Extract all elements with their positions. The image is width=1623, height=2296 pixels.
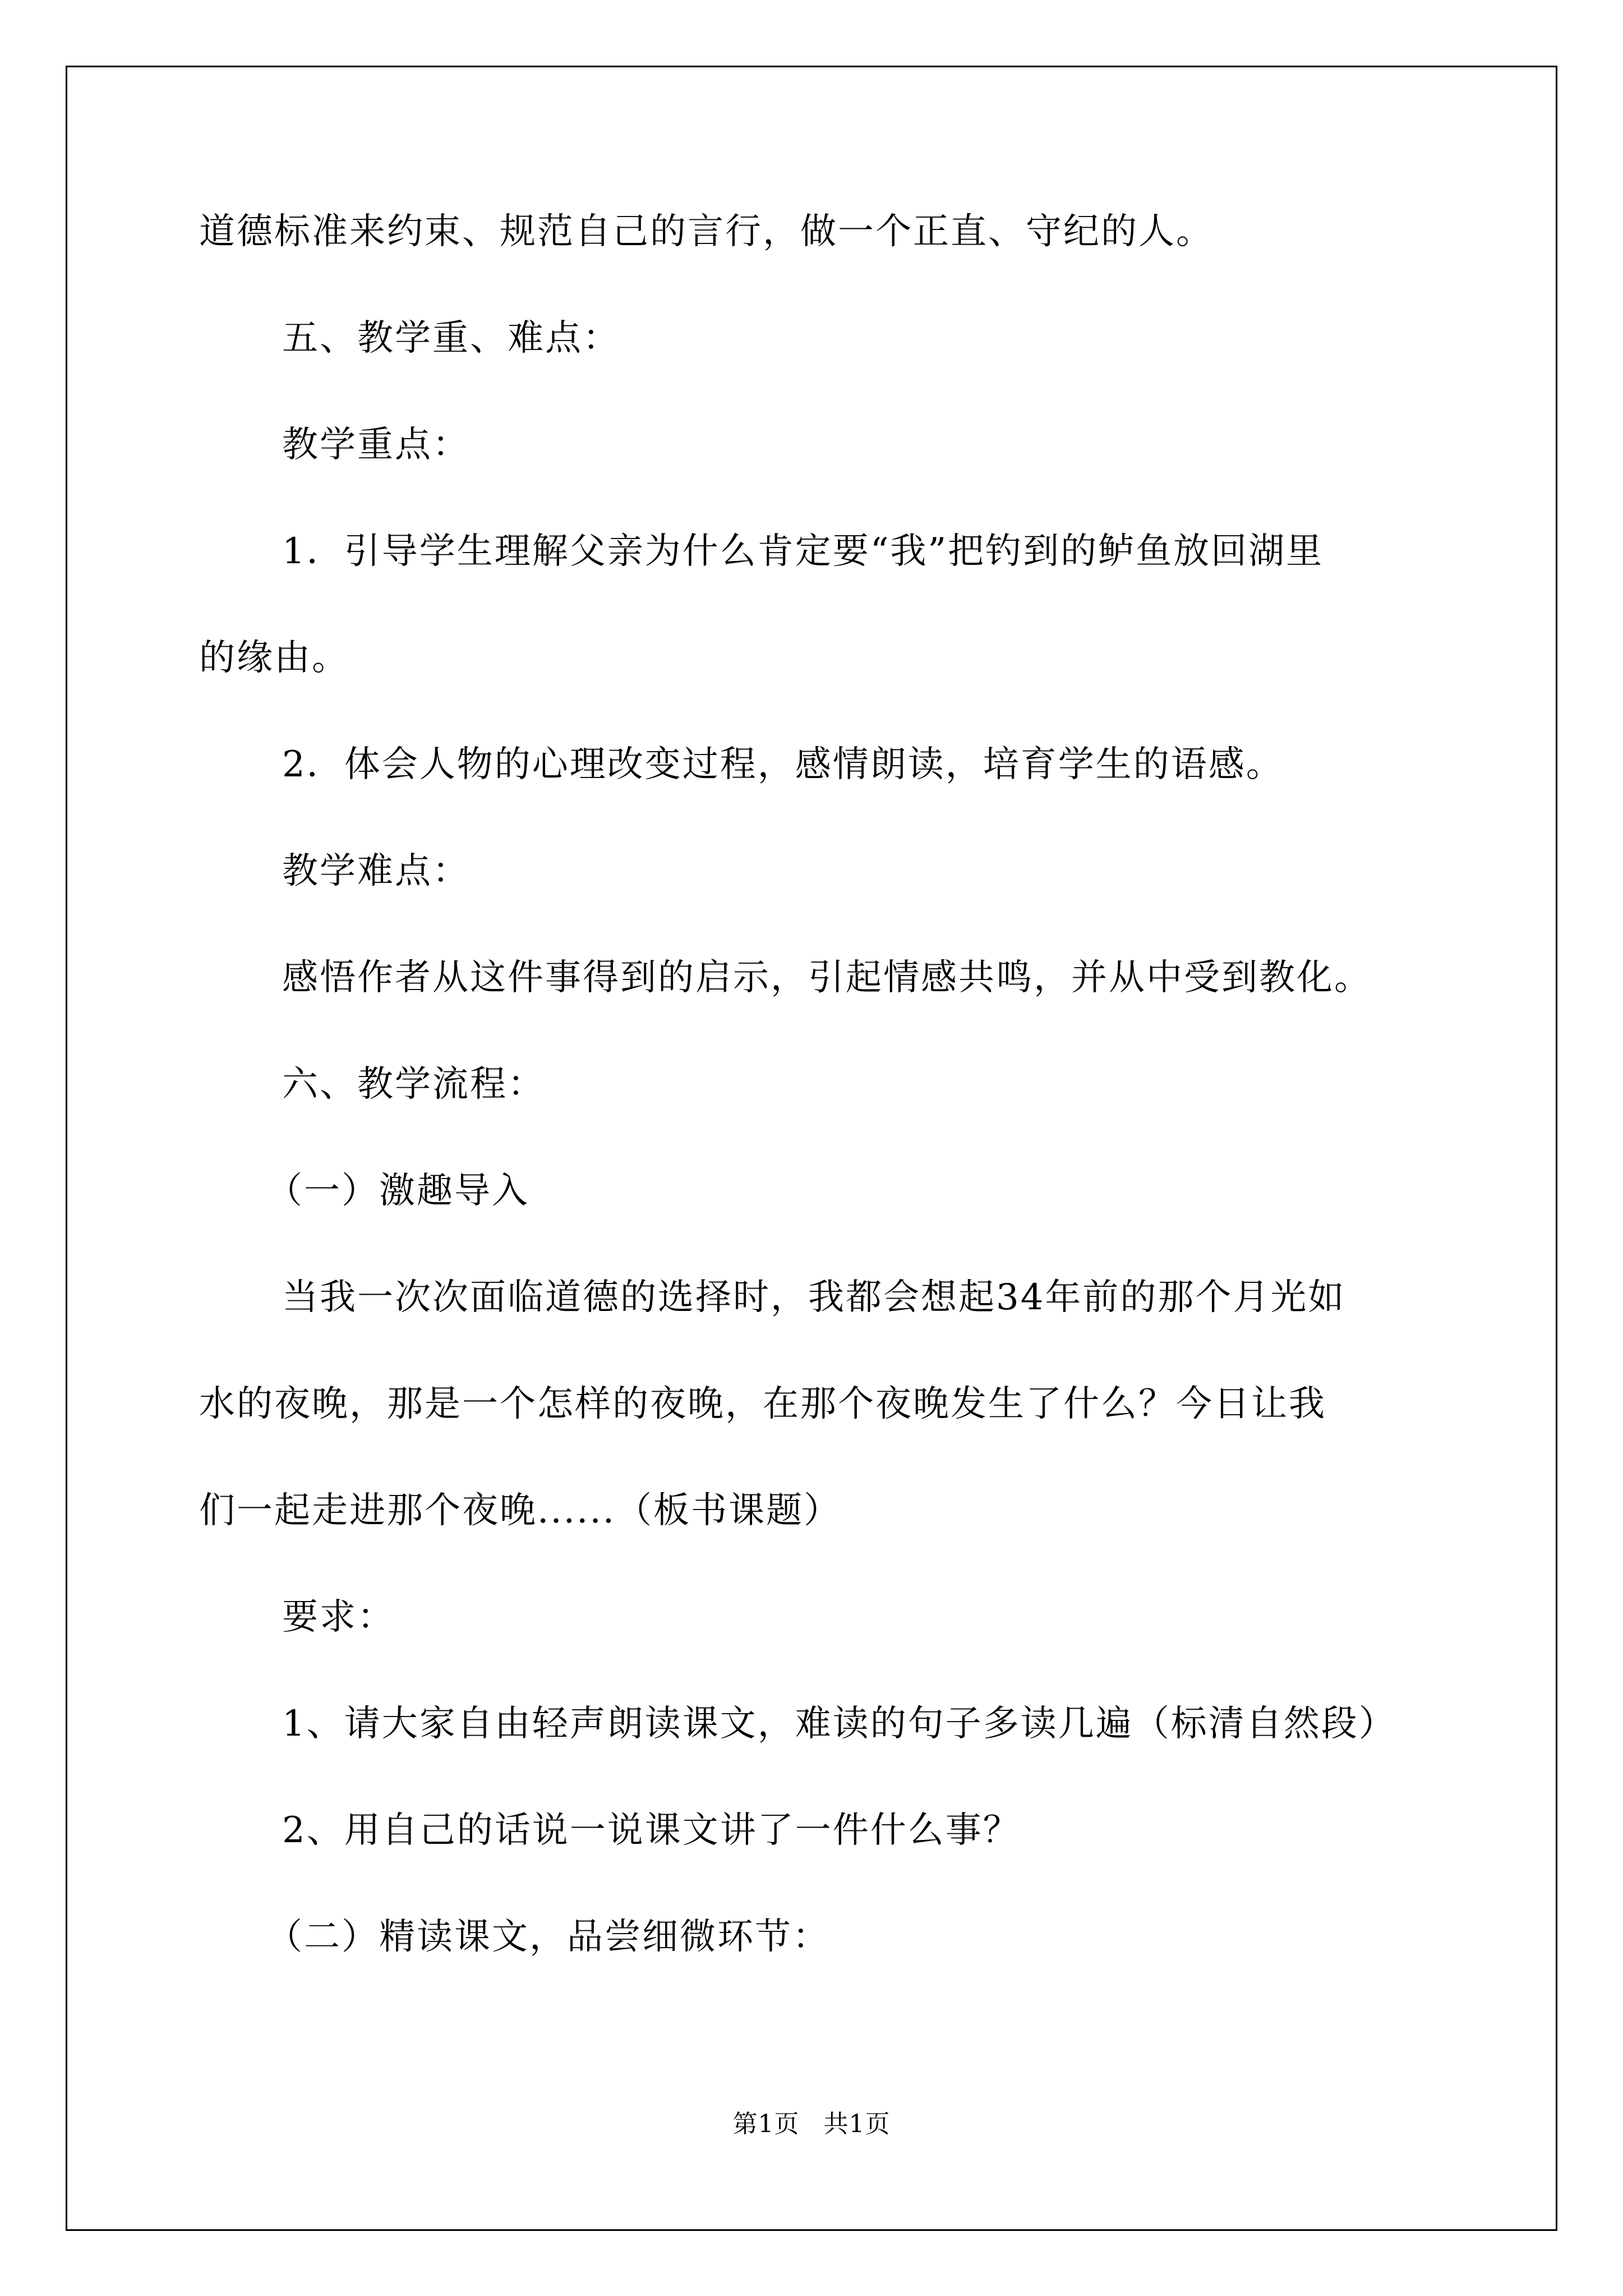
text-line: 2．体会人物的心理改变过程，感情朗读，培育学生的语感。 xyxy=(282,744,1284,785)
text-line: 1．引导学生理解父亲为什么肯定要“我”把钓到的鲈鱼放回湖里 xyxy=(282,531,1324,572)
section-heading: 六、教学流程： xyxy=(282,1064,545,1105)
text-line: 当我一次次面临道德的选择时，我都会想起34年前的那个月光如 xyxy=(282,1277,1346,1318)
page-footer xyxy=(0,2104,1623,2139)
page-border xyxy=(66,66,1557,2231)
text-line: 1、请大家自由轻声朗读课文，难读的句子多读几遍（标清自然段） xyxy=(282,1703,1396,1745)
section-heading: 五、教学重、难点： xyxy=(282,318,620,359)
text-line: 2、用自己的话说一说课文讲了一件什么事？ xyxy=(282,1810,1021,1851)
text-line: 感悟作者从这件事得到的启示，引起情感共鸣，并从中受到教化。 xyxy=(282,957,1372,999)
subheading: （二）精读课文，品尝细微环节： xyxy=(266,1916,830,1958)
text-line: 的缘由。 xyxy=(199,637,349,679)
text-line: 道德标准来约束、规范自己的言行，做一个正直、守纪的人。 xyxy=(199,211,1214,252)
text-line: 水的夜晚，那是一个怎样的夜晚，在那个夜晚发生了什么？今日让我 xyxy=(199,1383,1326,1425)
subheading: （一）激趣导入 xyxy=(266,1170,529,1212)
page-number-total: 共1页 xyxy=(823,2110,891,2138)
subheading: 要求： xyxy=(282,1596,395,1638)
text-line: 们一起走进那个夜晚......（板书课题） xyxy=(199,1490,842,1531)
subheading: 教学难点： xyxy=(282,850,470,892)
page-number-current: 第1页 xyxy=(732,2110,800,2138)
subheading: 教学重点： xyxy=(282,424,470,466)
